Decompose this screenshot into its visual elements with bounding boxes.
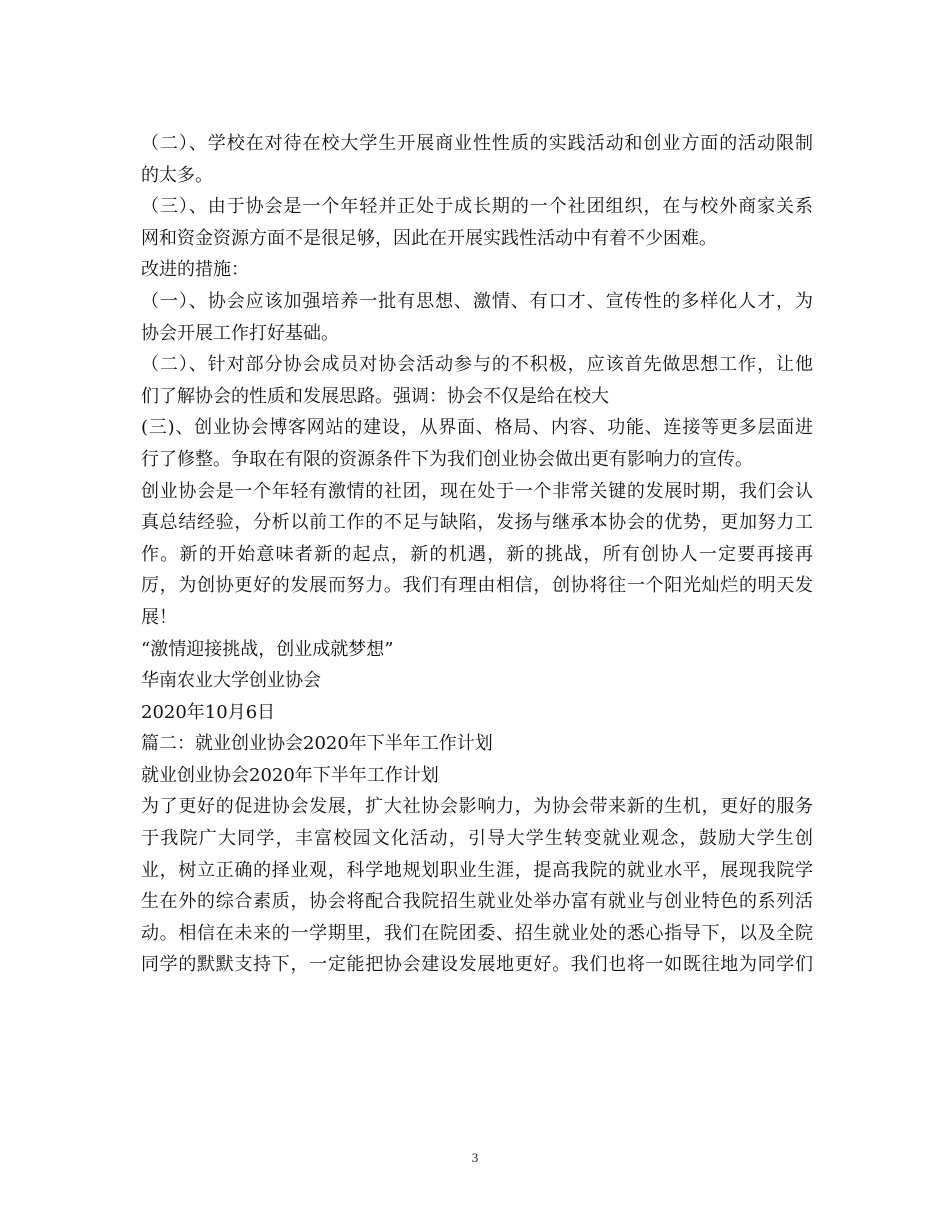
document-body xyxy=(141,128,813,981)
text-line: 业，树立正确的择业观，科学地规划职业生涯，提高我院的就业水平，展现我院学 xyxy=(141,859,813,881)
text-line: 创业协会是一个年轻有激情的社团，现在处于一个非常关键的发展时期，我们会认 xyxy=(141,480,813,502)
text-line: 动。相信在未来的一学期里，我们在院团委、招生就业处的悉心指导下，以及全院 xyxy=(141,922,813,944)
text-line: 华南农业大学创业协会 xyxy=(141,670,321,692)
text-line: 协会开展工作打好基础。 xyxy=(141,322,339,344)
text-line: 行了修整。争取在有限的资源条件下为我们创业协会做出更有影响力的宣传。 xyxy=(141,448,753,470)
text-line: 厉，为创协更好的发展而努力。我们有理由相信，创协将往一个阳光灿烂的明天发 xyxy=(141,575,813,597)
text-line: 的太多。 xyxy=(141,164,213,186)
text-line: 展！ xyxy=(141,606,177,628)
text-line: 真总结经验，分析以前工作的不足与缺陷，发扬与继承本协会的优势，更加努力工 xyxy=(141,512,813,534)
text-line: 就业创业协会2020年下半年工作计划 xyxy=(141,764,439,786)
text-line: 生在外的综合素质，协会将配合我院招生就业处举办富有就业与创业特色的系列活 xyxy=(141,891,813,913)
text-line: 篇二：就业创业协会2020年下半年工作计划 xyxy=(141,733,493,755)
text-line: 作。新的开始意味者新的起点，新的机遇，新的挑战，所有创协人一定要再接再 xyxy=(141,543,813,565)
text-line: 们了解协会的性质和发展思路。强调：协会不仅是给在校大 xyxy=(141,385,609,407)
text-line: 2020年10月6日 xyxy=(141,701,276,723)
text-line: 于我院广大同学，丰富校园文化活动，引导大学生转变就业观念，鼓励大学生创 xyxy=(141,828,813,850)
text-line: （二）、针对部分协会成员对协会活动参与的不积极，应该首先做思想工作，让他 xyxy=(141,354,813,376)
text-line: （一）、协会应该加强培养一批有思想、激情、有口才、宣传性的多样化人才，为 xyxy=(141,290,813,312)
text-line: （三）、由于协会是一个年轻并正处于成长期的一个社团组织，在与校外商家关系 xyxy=(141,196,813,218)
text-line: 网和资金资源方面不是很足够，因此在开展实践性活动中有着不少困难。 xyxy=(141,227,717,249)
text-line: （二）、学校在对待在校大学生开展商业性性质的实践活动和创业方面的活动限制 xyxy=(141,133,813,154)
text-line: “激情迎接挑战，创业成就梦想” xyxy=(141,638,394,660)
text-line: (三)、创业协会博客网站的建设，从界面、格局、内容、功能、连接等更多层面进 xyxy=(141,417,813,439)
page-number: 3 xyxy=(471,1150,479,1165)
text-line: 改进的措施： xyxy=(141,259,249,281)
text-line: 同学的默默支持下，一定能把协会建设发展地更好。我们也将一如既往地为同学们 xyxy=(141,954,813,976)
text-line: 为了更好的促进协会发展，扩大社协会影响力，为协会带来新的生机，更好的服务 xyxy=(141,796,813,818)
